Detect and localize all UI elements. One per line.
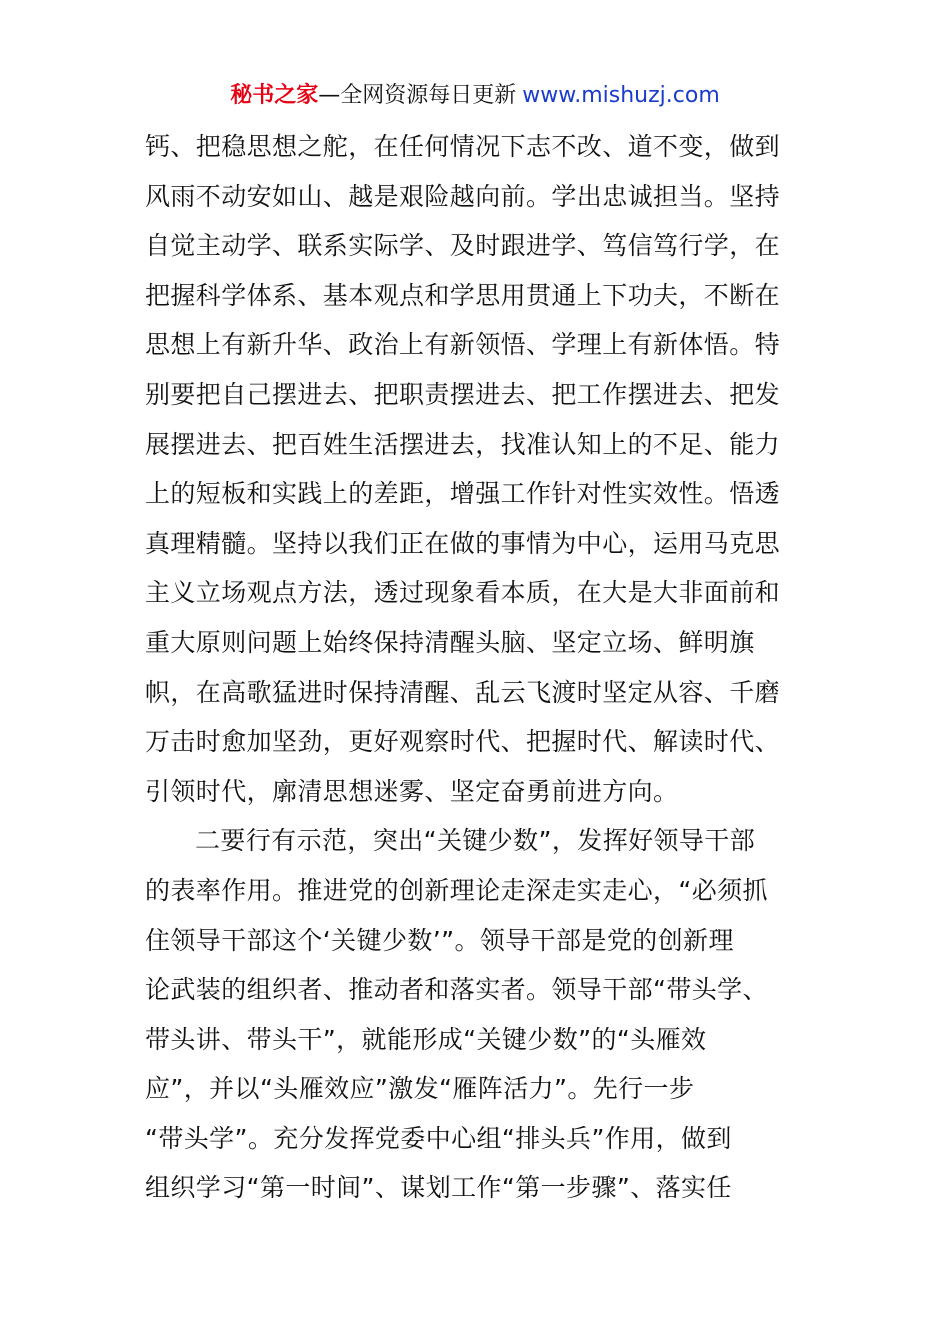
text-line: 真理精髓。坚持以我们正在做的事情为中心，运用马克思 bbox=[145, 528, 781, 558]
site-header bbox=[0, 80, 950, 112]
text-line: 帜，在高歌猛进时保持清醒、乱云飞渡时坚定从容、千磨 bbox=[145, 677, 781, 707]
text-line: 主义立场观点方法，透过现象看本质，在大是大非面前和 bbox=[145, 578, 781, 608]
text-line: 钙、把稳思想之舵，在任何情况下志不改、道不变，做到 bbox=[145, 132, 781, 161]
text-line: 万击时愈加坚劲，更好观察时代、把握时代、解读时代、 bbox=[145, 727, 781, 757]
text-line: 组织学习“第一时间”、谋划工作“第一步骤”、落实任 bbox=[145, 1173, 732, 1203]
text-line: 引领时代，廓清思想迷雾、坚定奋勇前进方向。 bbox=[145, 776, 679, 806]
text-line: “带头学”。充分发挥党委中心组“排头兵”作用，做到 bbox=[145, 1123, 732, 1153]
text-line: 风雨不动安如山、越是艰险越向前。学出忠诚担当。坚持 bbox=[145, 181, 781, 211]
text-line: 的表率作用。推进党的创新理论走深走实走心，“必须抓 bbox=[145, 875, 768, 905]
text-line: 别要把自己摆进去、把职责摆进去、把工作摆进去、把发 bbox=[145, 379, 781, 409]
site-url-link[interactable]: www.mishuzj.com bbox=[522, 83, 720, 108]
text-line: 思想上有新升华、政治上有新领悟、学理上有新体悟。特 bbox=[145, 330, 781, 360]
text-line: 展摆进去、把百姓生活摆进去，找准认知上的不足、能力 bbox=[145, 429, 781, 459]
text-line: 自觉主动学、联系实际学、及时跟进学、笃信笃行学，在 bbox=[145, 231, 781, 261]
document-body bbox=[145, 122, 810, 1213]
text-line: 应”，并以“头雁效应”激发“雁阵活力”。先行一步 bbox=[145, 1074, 695, 1104]
text-line: 论武装的组织者、推动者和落实者。领导干部“带头学、 bbox=[145, 975, 768, 1005]
site-brand: 秘书之家 bbox=[230, 83, 319, 108]
site-tagline: —全网资源每日更新 bbox=[318, 83, 517, 108]
text-line: 带头讲、带头干”，就能形成“关键少数”的“头雁效 bbox=[145, 1024, 707, 1054]
text-line: 把握科学体系、基本观点和学思用贯通上下功夫，不断在 bbox=[145, 280, 781, 310]
paragraph-start-line: 二要行有示范，突出“关键少数”，发挥好领导干部 bbox=[195, 826, 756, 856]
text-line: 上的短板和实践上的差距，增强工作针对性实效性。悟透 bbox=[145, 479, 781, 509]
text-line: 住领导干部这个‘关键少数’”。领导干部是党的创新理 bbox=[145, 925, 734, 955]
text-line: 重大原则问题上始终保持清醒头脑、坚定立场、鲜明旗 bbox=[145, 627, 755, 657]
